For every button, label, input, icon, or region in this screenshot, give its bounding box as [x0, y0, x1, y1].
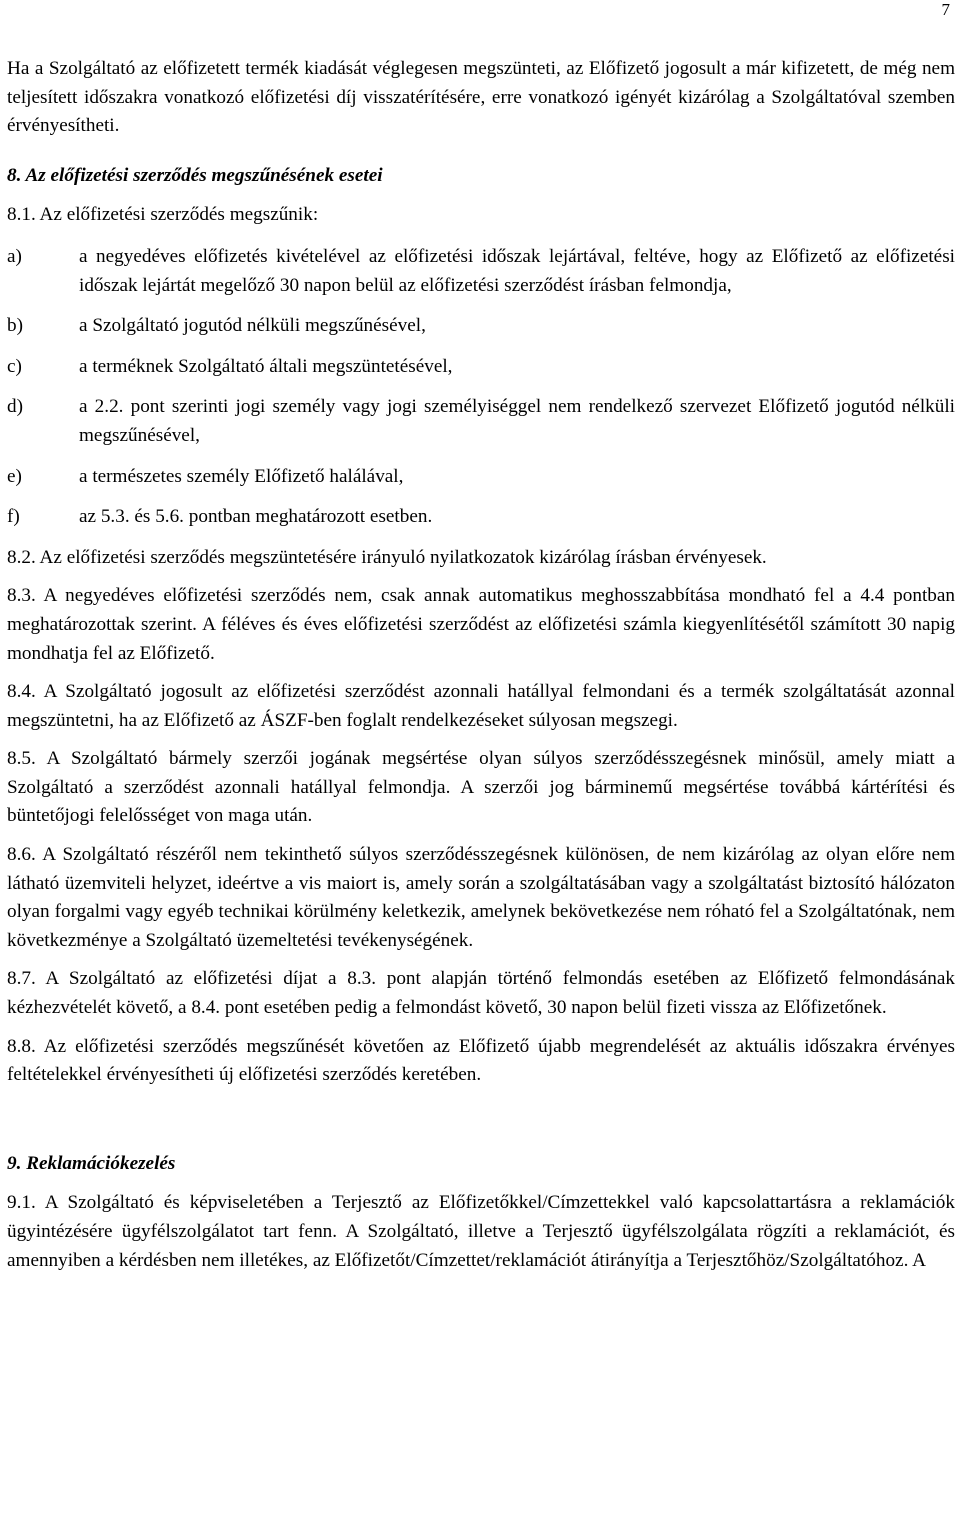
paragraph-8-2: 8.2. Az előfizetési szerződés megszüntetésére irányuló nyilatkozatok kizárólag írásban érvényesek. [7, 546, 767, 568]
list-item [7, 393, 955, 450]
paragraph-9-1: 9.1. A Szolgáltató és képviseletében a Terjesztő az Előfizetőkkel/Címzettekkel való kapcsolattartásra a reklamációk ügyintézésére ügyfélszolgálatot tart fenn. A Szolgáltató, illetve a Terjesztő ügyfélszolgálata rögzíti a reklamációt, és amennyiben a kérdésben nem illetékes, az Előfizetőt/Címzettet/reklamációt átirányítja a Terjesztőhöz/Szolgáltatóhoz. A [7, 1192, 955, 1271]
list-item-text: a negyedéves előfizetés kivételével az előfizetési időszak lejártával, feltéve, hogy az Előfizető az előfizetési időszak lejártát megelőző 30 napon belül az előfizetési szerződést írásban felmondja, [79, 245, 955, 296]
section-9-heading: 9. Reklamációkezelés [7, 1152, 176, 1174]
list-item-text: a természetes személy Előfizető halálával, [79, 465, 404, 487]
list-item [7, 463, 955, 492]
list-item [7, 353, 955, 382]
paragraph-8-6: 8.6. A Szolgáltató részéről nem tekinthető súlyos szerződésszegésnek különösen, de nem kizárólag az olyan előre nem látható üzemviteli helyzet, ideértve a vis maiort is, amely során a szolgáltatásában vagy a szolgáltatást biztosító hálózaton olyan forgalmi vagy egyéb technikai körülmény keletkezik, amelynek bekövetkezése nem róható fel a Szolgáltatónak, nem következménye a Szolgáltató üzemeltetési tevékenységének. [7, 844, 955, 951]
intro-paragraph: Ha a Szolgáltató az előfizetett termék kiadását véglegesen megszünteti, az Előfizető jogosult a már kifizetett, de még nem teljesített időszakra vonatkozó előfizetési díj visszatérítésére, erre vonatkozó igényét kizárólag a Szolgáltatóval szemben érvényesítheti. [7, 58, 955, 137]
list-item-letter: d) [7, 396, 23, 418]
list-item [7, 243, 955, 300]
list-item-letter: e) [7, 465, 22, 487]
page-number: 7 [941, 0, 950, 19]
termination-cases-list [7, 243, 955, 532]
list-item-text: a terméknek Szolgáltató általi megszüntetésével, [79, 355, 453, 377]
list-item-letter: f) [7, 506, 20, 528]
paragraph-8-5: 8.5. A Szolgáltató bármely szerzői jogának megsértése olyan súlyos szerződésszegésnek minősül, amely miatt a Szolgáltató a szerződést azonnali hatállyal felmondja. A szerzői jog bárminemű megsértése továbbá kártérítési és büntetőjogi felelősséget von maga után. [7, 748, 955, 827]
list-item [7, 312, 955, 341]
list-item-text: a Szolgáltató jogutód nélküli megszűnésével, [79, 315, 426, 337]
paragraph-8-4: 8.4. A Szolgáltató jogosult az előfizetési szerződést azonnali hatállyal felmondani és a termék szolgáltatását azonnal megszüntetni, ha az Előfizető az ÁSZF-ben foglalt rendelkezéseket súlyosan megszegi. [7, 681, 955, 731]
list-item-letter: b) [7, 315, 23, 337]
paragraph-8-1: 8.1. Az előfizetési szerződés megszűnik: [7, 204, 319, 226]
list-item [7, 503, 955, 532]
section-8-heading: 8. Az előfizetési szerződés megszűnésének esetei [7, 164, 383, 186]
paragraph-8-7: 8.7. A Szolgáltató az előfizetési díjat a 8.3. pont alapján történő felmondás esetében az Előfizető felmondásának kézhezvételét követő, a 8.4. pont esetében pedig a felmondást követő, 30 napon belül fizeti vissza az Előfizetőnek. [7, 968, 955, 1019]
paragraph-8-3: 8.3. A negyedéves előfizetési szerződés nem, csak annak automatikus meghosszabbítása mondható fel a 4.4 pontban meghatározottak szerint. A féléves és éves előfizetési szerződést az előfizetési számla kiegyenlítésétől számított 30 napig mondhatja fel az Előfizető. [7, 585, 955, 664]
list-item-text: a 2.2. pont szerinti jogi személy vagy jogi személyiséggel nem rendelkező szervezet Előfizető jogutód nélküli megszűnésével, [79, 396, 955, 446]
list-item-letter: a) [7, 245, 22, 267]
list-item-text: az 5.3. és 5.6. pontban meghatározott esetben. [79, 506, 433, 528]
document-body [7, 55, 955, 1285]
paragraph-8-8: 8.8. Az előfizetési szerződés megszűnését követően az Előfizető újabb megrendelését az aktuális időszakra érvényes feltételekkel érvényesítheti új előfizetési szerződés keretében. [7, 1035, 955, 1086]
list-item-letter: c) [7, 355, 22, 377]
